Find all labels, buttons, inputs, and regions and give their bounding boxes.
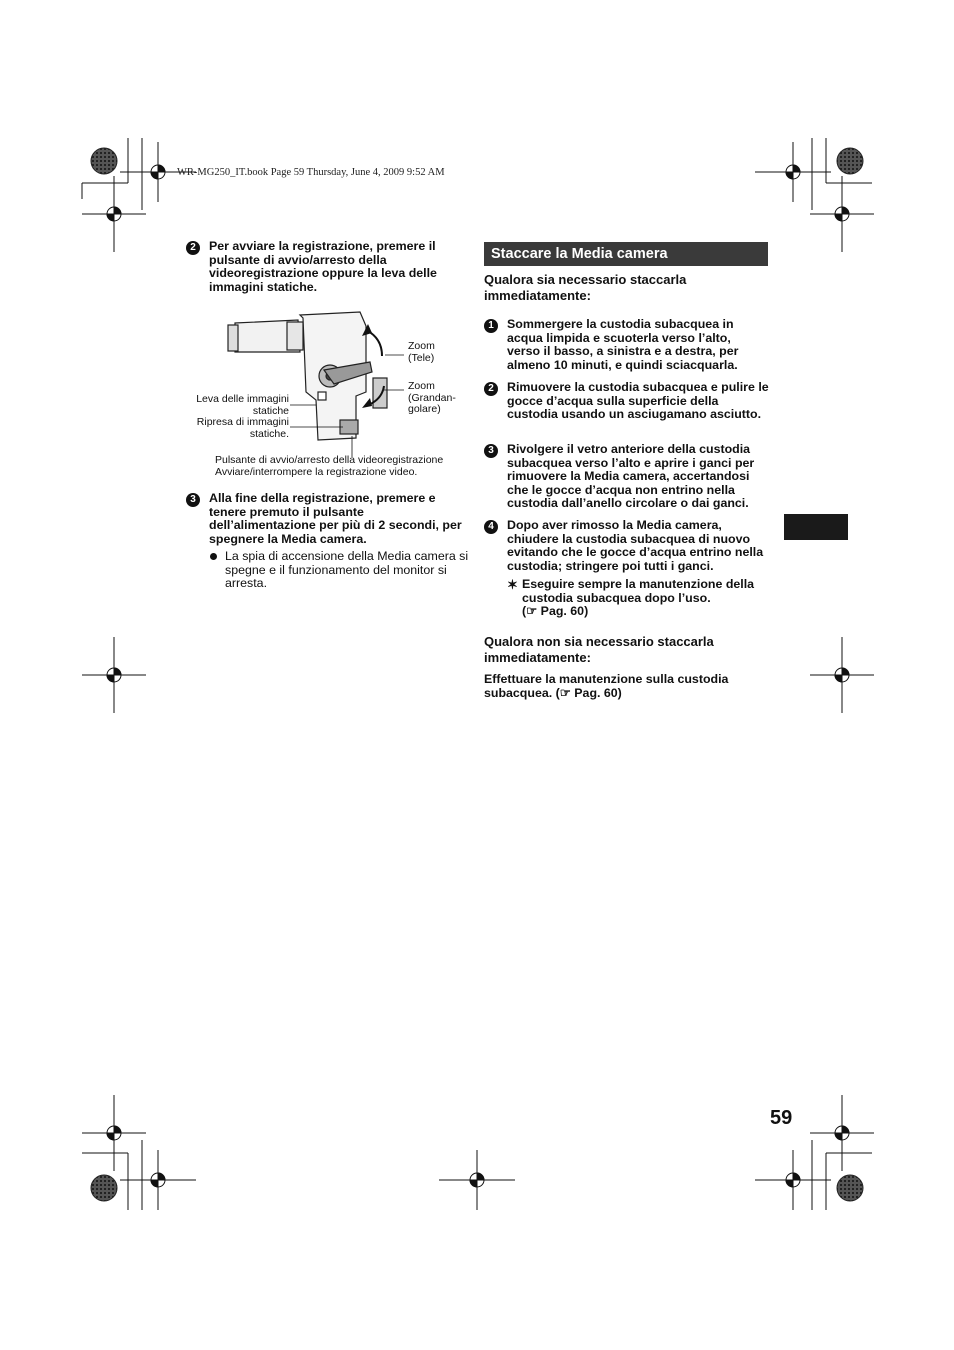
step-number: 1 — [484, 319, 498, 333]
label-zoom-tele: Zoom (Tele) — [408, 340, 435, 364]
page-number: 59 — [770, 1107, 793, 1129]
step-text: Dopo aver rimosso la Media camera, chiudere la custodia subacquea di nuovo evitando che le gocce d’acqua entrino nella custodia; stringere poi tutti i ganci. — [507, 518, 764, 573]
note-text: Eseguire sempre la manutenzione della custodia subacquea dopo l’uso. (☞ Pag. 60) — [522, 577, 755, 619]
step-text: Alla fine della registrazione, premere e tenere premuto il pulsante dell’alimentazione per più di 2 secondi, per spegnere la Media camera. — [209, 491, 462, 546]
label-leva: Leva delle immagini statiche Ripresa di immagini statiche. — [196, 393, 289, 440]
note-icon: ✶ — [507, 577, 518, 592]
file-header: WR-MG250_IT.book Page 59 Thursday, June 4, 2009 9:52 AM — [177, 167, 445, 178]
step-number: 3 — [484, 444, 498, 458]
bullet-dot — [210, 553, 217, 560]
label-pulsante: Pulsante di avvio/arresto della videoregistrazione Avviare/interrompere la registrazione video. — [215, 454, 444, 478]
final-instruction: Effettuare la manutenzione sulla custodia subacquea. (☞ Pag. 60) — [484, 672, 729, 700]
step-number: 2 — [484, 382, 498, 396]
step-text: Sommergere la custodia subacquea in acqua limpida e scuoterla verso l’alto, verso il basso, a sinistra e a destra, per almeno 10 minuti, e quindi sciacquarla. — [507, 317, 739, 372]
subheading-2: Qualora non sia necessario staccarla immediatamente: — [484, 634, 714, 665]
step-number: 3 — [186, 493, 200, 507]
step-number: 4 — [484, 520, 498, 534]
bullet-text: La spia di accensione della Media camera si spegne e il funzionamento del monitor si arresta. — [225, 549, 469, 591]
step-text: Rivolgere il vetro anteriore della custodia subacquea verso l’alto e aprire i ganci per rimuovere la Media camera, accertandosi che le gocce d’acqua non entrino nella custodia dall’anello circolare o dai ganci. — [507, 442, 755, 511]
step-text: Rimuovere la custodia subacquea e pulire le gocce d’acqua sulla superficie della custodia usando un asciugamano asciutto. — [507, 380, 769, 422]
step-text: Per avviare la registrazione, premere il pulsante di avvio/arresto della videoregistrazione oppure la leva delle immagini statiche. — [209, 239, 437, 294]
chapter-tab — [784, 514, 848, 540]
section-title: Staccare la Media camera — [484, 242, 768, 266]
label-zoom-wide: Zoom (Grandan- golare) — [408, 380, 456, 415]
subheading-1: Qualora sia necessario staccarla immediatamente: — [484, 272, 687, 303]
step-number: 2 — [186, 241, 200, 255]
